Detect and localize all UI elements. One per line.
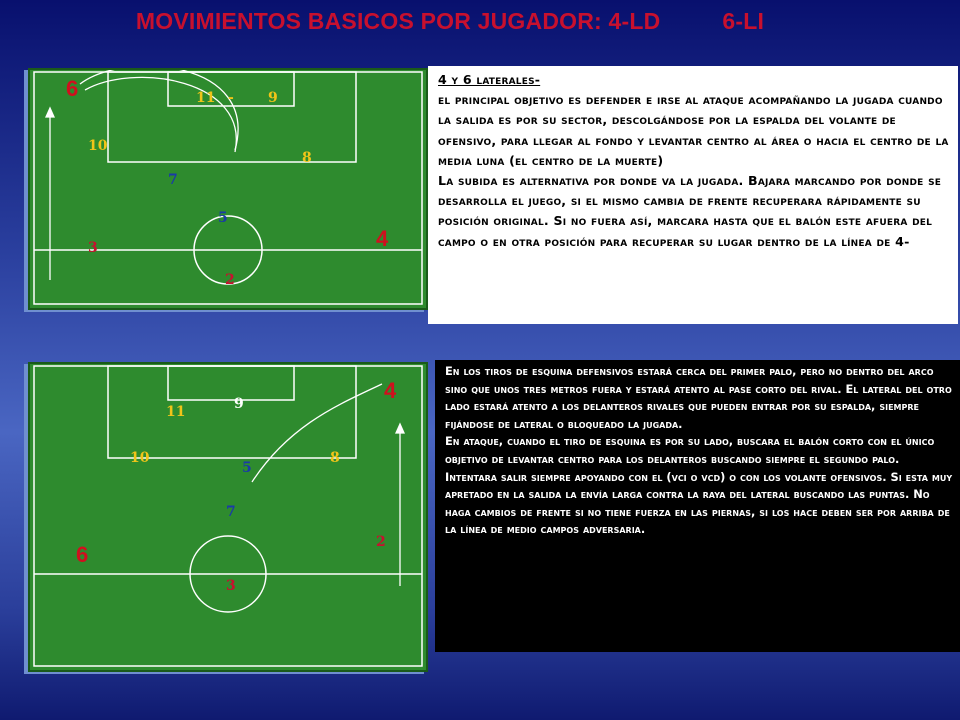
- player-10-label: 10: [88, 138, 108, 154]
- description-box-2: [435, 360, 960, 652]
- field-boundary: [34, 72, 422, 304]
- player-8-label: 8: [302, 150, 312, 166]
- description-box-1: [428, 66, 958, 324]
- title-part1: MOVIMIENTOS BASICOS POR JUGADOR: 4-LD: [135, 8, 661, 34]
- player-10-label: 10: [130, 450, 150, 466]
- goal-area: [168, 366, 294, 400]
- field-diagram-2: [28, 362, 428, 672]
- text1-heading: 4 y 6 laterales-: [438, 72, 541, 87]
- text1-body: el principal objetivo es defender e irse al ataque acompañando la jugada cuando la salida es por su sector, descolgándose por la espalda del volante de ofensivo, para llegar al fondo y levantar centro al área o hacia el centro de la media luna (el centro de la muerte): [438, 92, 949, 168]
- player-2-label: 2: [376, 534, 386, 550]
- title-part2: 6-LI: [722, 8, 765, 34]
- player-6-label: 6: [66, 76, 79, 101]
- player-9-label: 9: [268, 90, 278, 106]
- player-9-label: 9: [234, 396, 244, 412]
- player-11-label: 11: [166, 404, 186, 420]
- arrow-head: [396, 424, 404, 433]
- arrow-head: [46, 108, 54, 117]
- player-3-label: 3: [88, 240, 98, 256]
- text2-p3: Intentara salir siempre apoyando con el (vci o vcd) o con los volante ofensivos. Si esta muy apretado en la salida la envía larga contra la raya del lateral buscando las puntas. No haga cambios de frente si no tiene fuerza en las piernas, si los hace deben ser por arriba de la línea de medio campos adversaria.: [445, 469, 953, 537]
- player-dash-label: -: [228, 90, 234, 106]
- player-7-label: 7: [168, 172, 178, 188]
- player-6-label: 6: [76, 542, 89, 567]
- text2-p2: En ataque, cuando el tiro de esquina es por su lado, buscara el balón corto con el único objetivo de levantar centro para los delanteros buscando siempre el segundo palo.: [445, 434, 935, 466]
- text1-body2: La subida es alternativa por donde va la jugada. Bajara marcando por donde se desarrolla el juego, si el mismo cambia de frente recuperara rápidamente su posición original. Si no fuera así, marcara hasta que el balón este afuera del campo o en otra posición para recuperar su lugar dentro de la línea de 4-: [438, 173, 942, 249]
- player-5-label: 5: [242, 460, 252, 476]
- penalty-area: [108, 72, 356, 162]
- penalty-area: [108, 366, 356, 458]
- player-7-label: 7: [226, 504, 236, 520]
- player-2-label: 2: [225, 272, 235, 288]
- player-5-label: 5: [218, 210, 228, 226]
- field-diagram-1: [28, 68, 428, 310]
- player-4-label: 4: [384, 378, 397, 403]
- pass-curve-path: [252, 384, 382, 482]
- player-8-label: 8: [330, 450, 340, 466]
- page-title: [0, 8, 900, 35]
- player-3-label: 3: [226, 578, 236, 594]
- player-11-label: 11: [196, 90, 216, 106]
- text2-p1: En los tiros de esquina defensivos estará cerca del primer palo, pero no dentro del arco sino que unos tres metros fuera y estará atento al pase corto del rival. El lateral del otro lado estará atento a los delanteros rivales que pueden entrar por su espalda, siempre fijándose de lateral o bloqueado la jugada.: [445, 364, 952, 431]
- player-4-label: 4: [376, 226, 389, 251]
